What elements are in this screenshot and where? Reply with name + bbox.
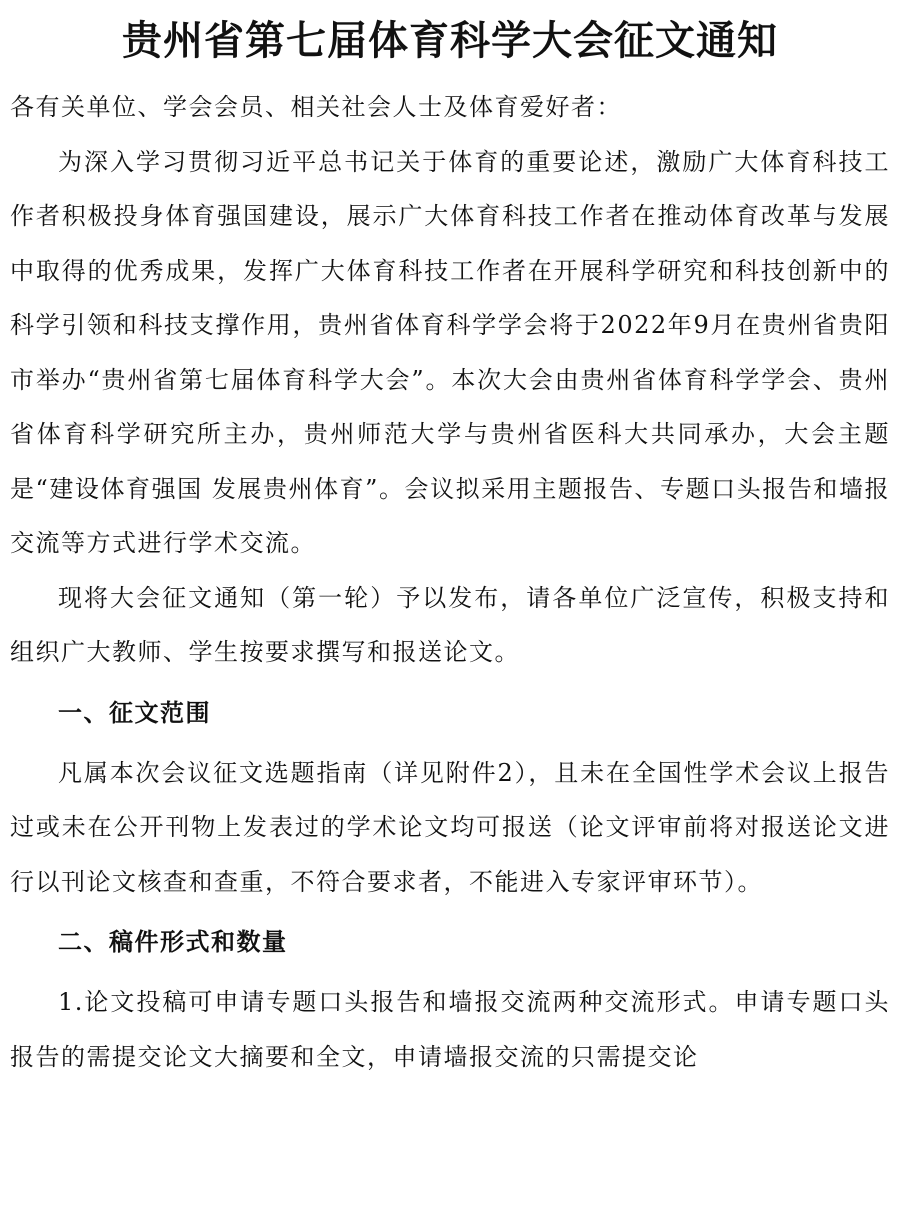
section-text-format: 1.论文投稿可申请专题口头报告和墙报交流两种交流形式。申请专题口头报告的需提交论文大摘要和全文，申请墙报交流的只需提交论 (10, 988, 890, 1071)
intro-paragraph: 为深入学习贯彻习近平总书记关于体育的重要论述，激励广大体育科技工作者积极投身体育强国建设，展示广大体育科技工作者在推动体育改革与发展中取得的优秀成果，发挥广大体育科技工作者在开展科学研究和科技创新中的科学引领和科技支撑作用，贵州省体育科学学会将于2022年9月在贵州省贵阳市举办“贵州省第七届体育科学大会”。本次大会由贵州省体育科学学会、贵州省体育科学研究所主办，贵州师范大学与贵州省医科大共同承办，大会主题是“建设体育强国 发展贵州体育”。会议拟采用主题报告、专题口头报告和墙报交流等方式进行学术交流。 (10, 147, 890, 557)
section-heading-scope: 一、征文范围 (58, 698, 211, 727)
document-body (10, 80, 890, 1084)
section-heading-format: 二、稿件形式和数量 (58, 928, 288, 956)
publish-paragraph: 现将大会征文通知（第一轮）予以发布，请各单位广泛宣传，积极支持和组织广大教师、学生按要求撰写和报送论文。 (10, 583, 890, 666)
salutation: 各有关单位、学会会员、相关社会人士及体育爱好者： (10, 93, 622, 121)
section-text-scope: 凡属本次会议征文选题指南（详见附件2），且未在全国性学术会议上报告过或未在公开刊物上发表过的学术论文均可报送（论文评审前将对报送论文进行以刊论文核查和查重，不符合要求者，不能进入专家评审环节）。 (10, 758, 890, 896)
document-title: 贵州省第七届体育科学大会征文通知 (122, 18, 778, 64)
